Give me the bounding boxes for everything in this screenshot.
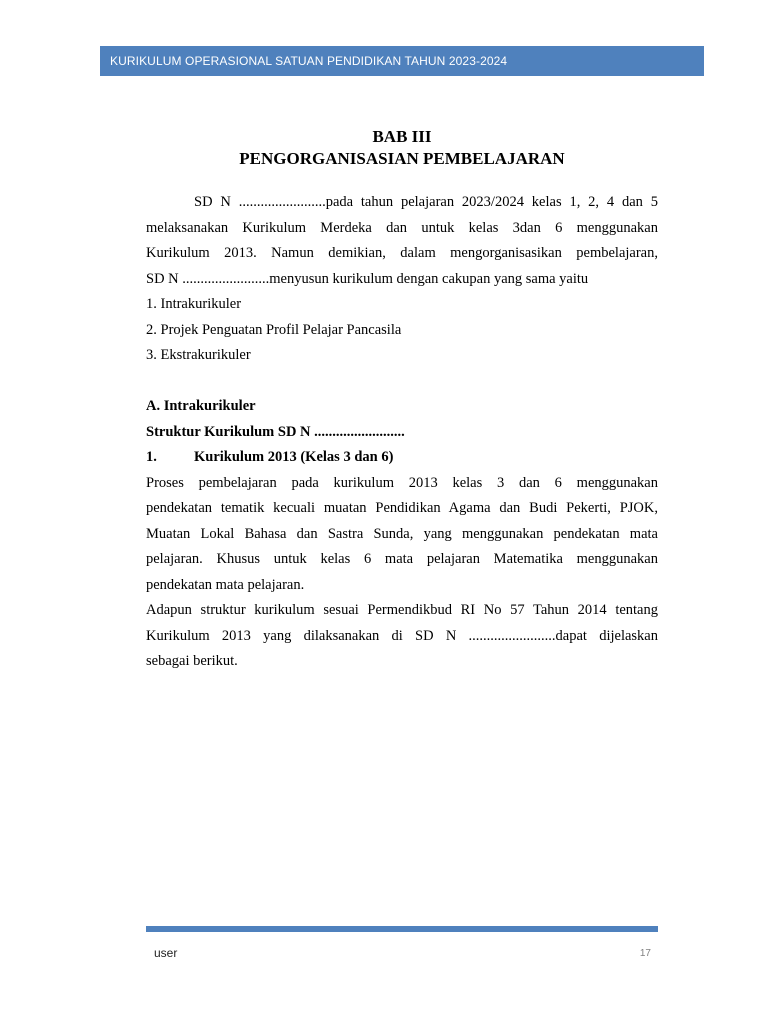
chapter-number: BAB III	[372, 127, 432, 146]
paragraph-line: sebagai berikut.	[146, 653, 238, 669]
subsection-heading	[146, 445, 658, 471]
running-header-bar	[100, 46, 704, 76]
paragraph-line: pendekatan mata pelajaran.	[146, 576, 305, 593]
paragraph-line: Kurikulum 2013 yang dilaksanakan di SD N ........................dapat dijelaskan	[146, 627, 658, 644]
paragraph-line: Muatan Lokal Bahasa dan Sastra Sunda, yang menggunakan pendekatan mata	[146, 525, 658, 542]
subsection-number: 1.	[146, 449, 157, 465]
running-header-title: KURIKULUM OPERASIONAL SATUAN PENDIDIKAN TAHUN 2023-2024	[110, 54, 508, 68]
footer-rule	[146, 926, 658, 932]
paragraph-line: pelajaran. Khusus untuk kelas 6 mata pelajaran Matematika menggunakan	[146, 551, 658, 567]
structure-heading: Struktur Kurikulum SD N .........................	[146, 423, 405, 440]
list-item: 3. Ekstrakurikuler	[146, 347, 251, 363]
list-item: 2. Projek Penguatan Profil Pelajar Pancasila	[146, 321, 402, 338]
intro-line: melaksanakan Kurikulum Merdeka dan untuk kelas 3dan 6 menggunakan	[146, 219, 658, 236]
blank-line	[146, 369, 658, 395]
section-heading: A. Intrakurikuler	[146, 398, 256, 414]
intro-line: SD N ........................pada tahun pelajaran 2023/2024 kelas 1, 2, 4 dan 5	[194, 194, 658, 210]
chapter-heading	[146, 126, 658, 170]
paragraph-line: Proses pembelajaran pada kurikulum 2013 kelas 3 dan 6 menggunakan	[146, 474, 658, 491]
footer-author: user	[154, 946, 178, 960]
intro-line: Kurikulum 2013. Namun demikian, dalam mengorganisasikan pembelajaran,	[146, 245, 658, 261]
paragraph-line: pendekatan tematik kecuali muatan Pendidikan Agama dan Budi Pekerti, PJOK,	[146, 500, 658, 516]
list-item: 1. Intrakurikuler	[146, 296, 242, 312]
document-body	[146, 190, 658, 675]
chapter-title: PENGORGANISASIAN PEMBELAJARAN	[239, 149, 565, 168]
page-number: 17	[639, 948, 651, 959]
intro-line: SD N ........................menyusun kurikulum dengan cakupan yang sama yaitu	[146, 270, 589, 287]
paragraph-line: Adapun struktur kurikulum sesuai Permendikbud RI No 57 Tahun 2014 tentang	[146, 602, 658, 618]
subsection-title: Kurikulum 2013 (Kelas 3 dan 6)	[194, 449, 394, 465]
